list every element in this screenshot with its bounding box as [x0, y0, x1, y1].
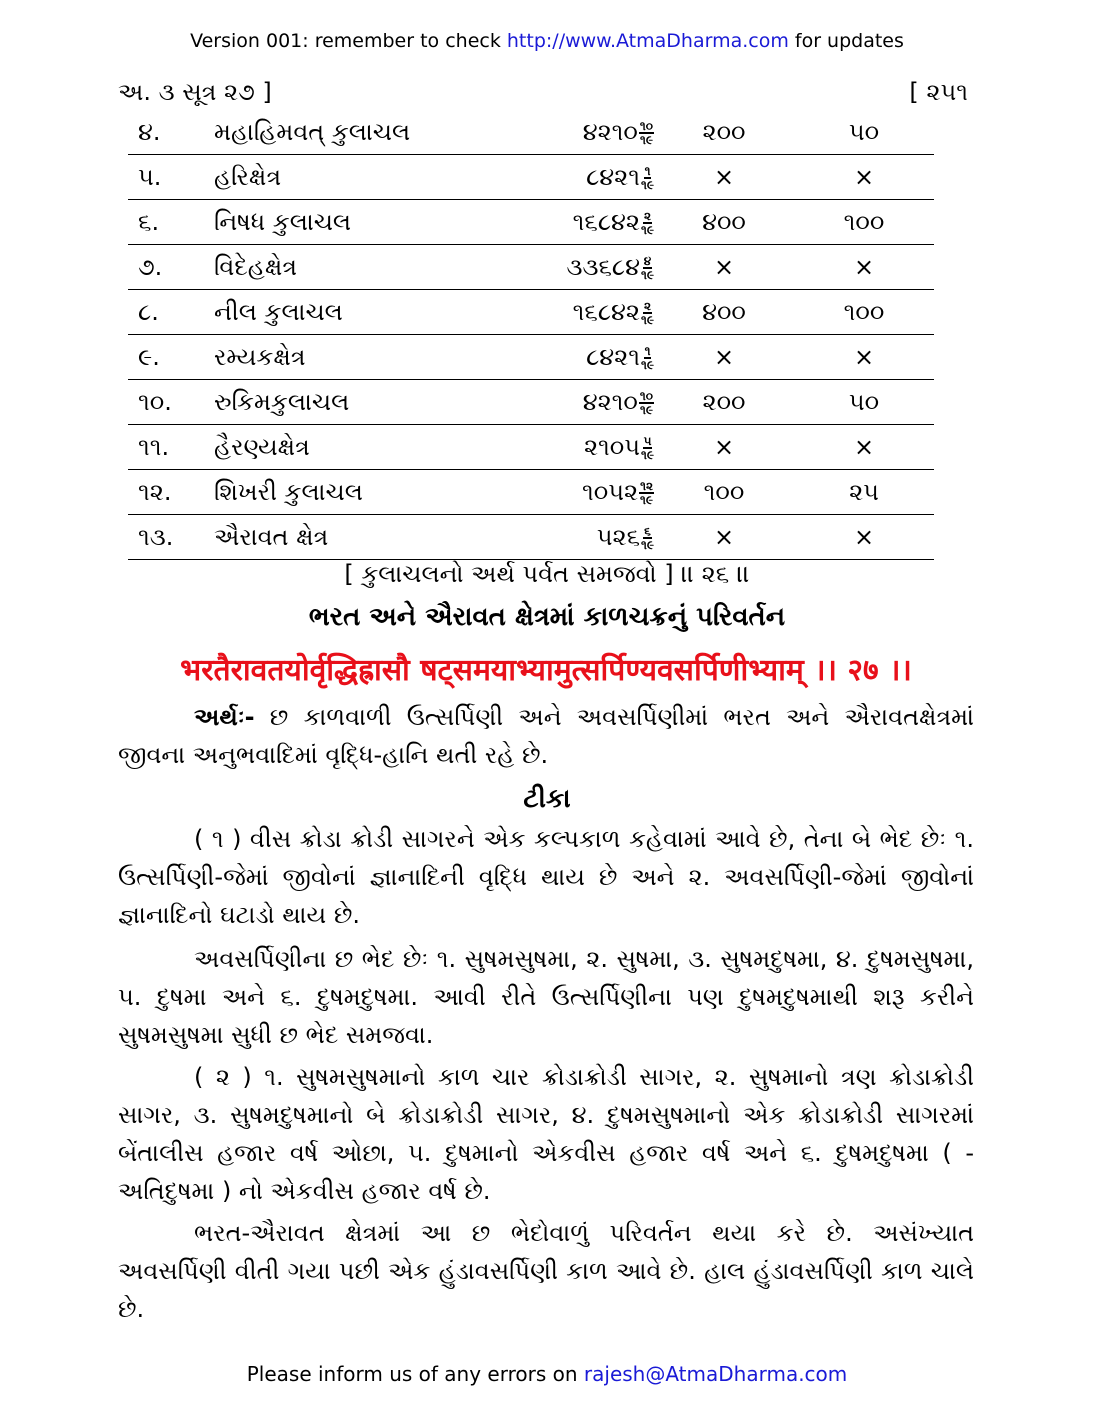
table-row	[128, 245, 934, 290]
fraction-numerator: ૧૨	[640, 479, 653, 493]
width-integer: ૪૨૧૦	[582, 118, 638, 146]
height-value: ×	[654, 335, 794, 380]
fraction-denominator: ૧૯	[639, 133, 653, 147]
depth-value: ૫૦	[794, 110, 934, 155]
fraction-numerator: ૨	[643, 299, 652, 313]
version-prefix: Version 001: remember to check	[190, 30, 507, 52]
region-name: રુકિમકુલાચલ	[214, 380, 514, 425]
table-row	[128, 110, 934, 155]
atmadharma-link[interactable]: http://www.AtmaDharma.com	[506, 30, 789, 52]
table-row	[128, 515, 934, 560]
width-integer: ૮૪૨૧	[586, 163, 641, 191]
fraction-denominator: ૧૯	[641, 223, 654, 237]
region-name: નીલ કુલાચલ	[214, 290, 514, 335]
meaning-paragraph	[118, 698, 974, 774]
table-row	[128, 335, 934, 380]
width-fraction	[641, 210, 654, 236]
fraction-denominator: ૧૯	[641, 268, 654, 282]
height-value: ×	[654, 425, 794, 470]
table-row	[128, 200, 934, 245]
commentary-paragraph-4	[118, 1214, 974, 1328]
width-value	[514, 380, 654, 425]
width-value	[514, 290, 654, 335]
depth-value: ×	[794, 155, 934, 200]
depth-value: ૧૦૦	[794, 200, 934, 245]
meaning-text: છ કાળવાળી ઉત્સર્પિણી અને અવસર્પિણીમાં ભરત અને ઐરાવતક્ષેત્રમાં જીવના અનુભવાદિમાં વૃદ્ધિ-હાનિ થતી રહે છે.	[118, 703, 974, 769]
depth-value: ×	[794, 515, 934, 560]
version-suffix: for updates	[788, 30, 904, 52]
fraction-numerator: ૧૦	[639, 389, 653, 403]
table-row	[128, 290, 934, 335]
table-row	[128, 470, 934, 515]
height-value: ૧૦૦	[654, 470, 794, 515]
commentary-paragraph-3	[118, 1058, 974, 1210]
height-value: ૨૦૦	[654, 110, 794, 155]
width-integer: ૪૨૧૦	[582, 388, 638, 416]
height-value: ×	[654, 155, 794, 200]
dimensions-table	[128, 110, 934, 560]
width-fraction	[639, 390, 654, 416]
fraction-numerator: ૪	[643, 254, 652, 268]
row-number: ૪.	[128, 110, 214, 155]
row-number: ૯.	[128, 335, 214, 380]
depth-value: ૫૦	[794, 380, 934, 425]
width-value	[514, 425, 654, 470]
fraction-denominator: ૧૯	[641, 178, 654, 192]
height-value: ×	[654, 515, 794, 560]
meaning-label: અર્થઃ-	[194, 703, 255, 731]
page-number: [ ૨૫૧	[909, 78, 968, 106]
width-fraction	[641, 525, 654, 551]
fraction-denominator: ૧૯	[641, 448, 654, 462]
region-name: હરિક્ષેત્ર	[214, 155, 514, 200]
paragraph-text: ભરત-ઐરાવત ક્ષેત્રમાં આ છ ભેદોવાળું પરિવર્તન થયા કરે છે. અસંખ્યાત અવસર્પિણી વીતી ગયા પછી એક હુંડાવસર્પિણી કાળ આવે છે. હાલ હુંડાવસર્પિણી કાળ ચાલે છે.	[118, 1219, 974, 1323]
width-fraction	[639, 480, 654, 506]
depth-value: ×	[794, 335, 934, 380]
width-value	[514, 245, 654, 290]
height-value: ૪૦૦	[654, 200, 794, 245]
width-value	[514, 155, 654, 200]
width-integer: ૩૩૬૮૪	[566, 253, 641, 281]
row-number: ૧૦.	[128, 380, 214, 425]
paragraph-text: ( ૨ ) ૧. સુષમસુષમાનો કાળ ચાર ક્રોડાક્રોડી સાગર, ૨. સુષમાનો ત્રણ ક્રોડાક્રોડી સાગર, ૩. સુષમદુષમાનો બે ક્રોડાક્રોડી સાગર, ૪. દુષમસુષમાનો એક ક્રોડાક્રોડી સાગરમાં બેંતાલીસ હજાર વર્ષ ઓછા, ૫. દુષમાનો એકવીસ હજાર વર્ષ અને ૬. દુષમદુષમા ( -અતિદુષમા ) નો એકવીસ હજાર વર્ષ છે.	[118, 1063, 974, 1205]
fraction-denominator: ૧૯	[641, 313, 654, 327]
version-note	[0, 30, 1094, 52]
width-integer: ૮૪૨૧	[586, 343, 641, 371]
fraction-numerator: ૧	[644, 164, 651, 178]
fraction-numerator: ૬	[644, 524, 651, 538]
depth-value: ×	[794, 425, 934, 470]
row-number: ૧૩.	[128, 515, 214, 560]
region-name: વિદેહક્ષેત્ર	[214, 245, 514, 290]
paragraph-text: અવસર્પિણીના છ ભેદ છેઃ ૧. સુષમસુષમા, ૨. સુષમા, ૩. સુષમદુષમા, ૪. દુષમસુષમા, ૫. દુષમા અને ૬. દુષમદુષમા. આવી રીતે ઉત્સર્પિણીના પણ દુષમદુષમાથી શરૂ કરીને સુષમસુષમા સુધી છ ભેદ સમજવા.	[118, 945, 974, 1049]
depth-value: ૨૫	[794, 470, 934, 515]
commentary-paragraph-2	[118, 940, 974, 1054]
errors-note	[0, 1362, 1094, 1386]
width-fraction	[641, 435, 654, 461]
sutra-27: भरतैरावतयोर्वृद्धिह्रासौ षट्समयाभ्यामुत्सर्पिण्यवसर्पिणीभ्याम् ।। २७ ।।	[180, 653, 912, 688]
width-fraction	[641, 345, 654, 371]
height-value: ૨૦૦	[654, 380, 794, 425]
width-fraction	[641, 165, 654, 191]
width-integer: ૨૧૦૫	[583, 433, 641, 461]
height-value: ×	[654, 245, 794, 290]
commentary-paragraph-1	[118, 820, 974, 934]
paragraph-text: ( ૧ ) વીસ ક્રોડા ક્રોડી સાગરને એક કલ્પકાળ કહેવામાં આવે છે, તેના બે ભેદ છેઃ ૧. ઉત્સર્પિણી-જેમાં જીવોનાં જ્ઞાનાદિની વૃદ્ધિ થાય છે અને ૨. અવસર્પિણી-જેમાં જીવોનાં જ્ઞાનાદિનો ઘટાડો થાય છે.	[118, 825, 974, 929]
fraction-numerator: ૧	[644, 344, 651, 358]
errors-prefix: Please inform us of any errors on	[246, 1362, 584, 1386]
row-number: ૧૨.	[128, 470, 214, 515]
row-number: ૫.	[128, 155, 214, 200]
region-name: ઐરાવત ક્ષેત્ર	[214, 515, 514, 560]
width-integer: ૧૦૫૨	[581, 478, 639, 506]
region-name: નિષધ કુલાચલ	[214, 200, 514, 245]
commentary-title: ટીકા	[523, 784, 571, 814]
width-fraction	[641, 300, 654, 326]
fraction-denominator: ૧૯	[641, 358, 654, 372]
fraction-numerator: ૨	[643, 209, 652, 223]
fraction-denominator: ૧૯	[640, 493, 654, 507]
region-name: રમ્યકક્ષેત્ર	[214, 335, 514, 380]
row-number: ૧૧.	[128, 425, 214, 470]
height-value: ૪૦૦	[654, 290, 794, 335]
width-value	[514, 470, 654, 515]
width-value	[514, 110, 654, 155]
width-value	[514, 515, 654, 560]
running-head	[118, 78, 968, 106]
depth-value: ૧૦૦	[794, 290, 934, 335]
fraction-numerator: ૫	[643, 434, 652, 448]
region-name: હૈરણ્યક્ષેત્ર	[214, 425, 514, 470]
width-fraction	[641, 255, 654, 281]
fraction-denominator: ૧૯	[641, 538, 654, 552]
email-link[interactable]: rajesh@AtmaDharma.com	[583, 1362, 848, 1386]
table-row	[128, 425, 934, 470]
width-integer: ૫૨૬	[596, 523, 641, 551]
table-row	[128, 155, 934, 200]
fraction-denominator: ૧૯	[639, 403, 653, 417]
width-integer: ૧૬૮૪૨	[572, 298, 641, 326]
width-value	[514, 200, 654, 245]
fraction-numerator: ૧૦	[639, 119, 653, 133]
row-number: ૬.	[128, 200, 214, 245]
depth-value: ×	[794, 245, 934, 290]
row-number: ૭.	[128, 245, 214, 290]
width-integer: ૧૬૮૪૨	[572, 208, 641, 236]
section-heading: ભરત અને ઐરાવત ક્ષેત્રમાં કાળચક્રનું પરિવર્તન	[308, 602, 786, 632]
width-value	[514, 335, 654, 380]
sutra-26-note: [ કુલાચલનો અર્થ પર્વત સમજવો ] ।। ૨૬ ।।	[344, 560, 750, 588]
row-number: ૮.	[128, 290, 214, 335]
region-name: શિખરી કુલાચલ	[214, 470, 514, 515]
region-name: મહાહિમવત્ કુલાચલ	[214, 110, 514, 155]
chapter-reference: અ. ૩ સૂત્ર ૨૭ ]	[118, 78, 272, 106]
width-fraction	[639, 120, 654, 146]
table-row	[128, 380, 934, 425]
